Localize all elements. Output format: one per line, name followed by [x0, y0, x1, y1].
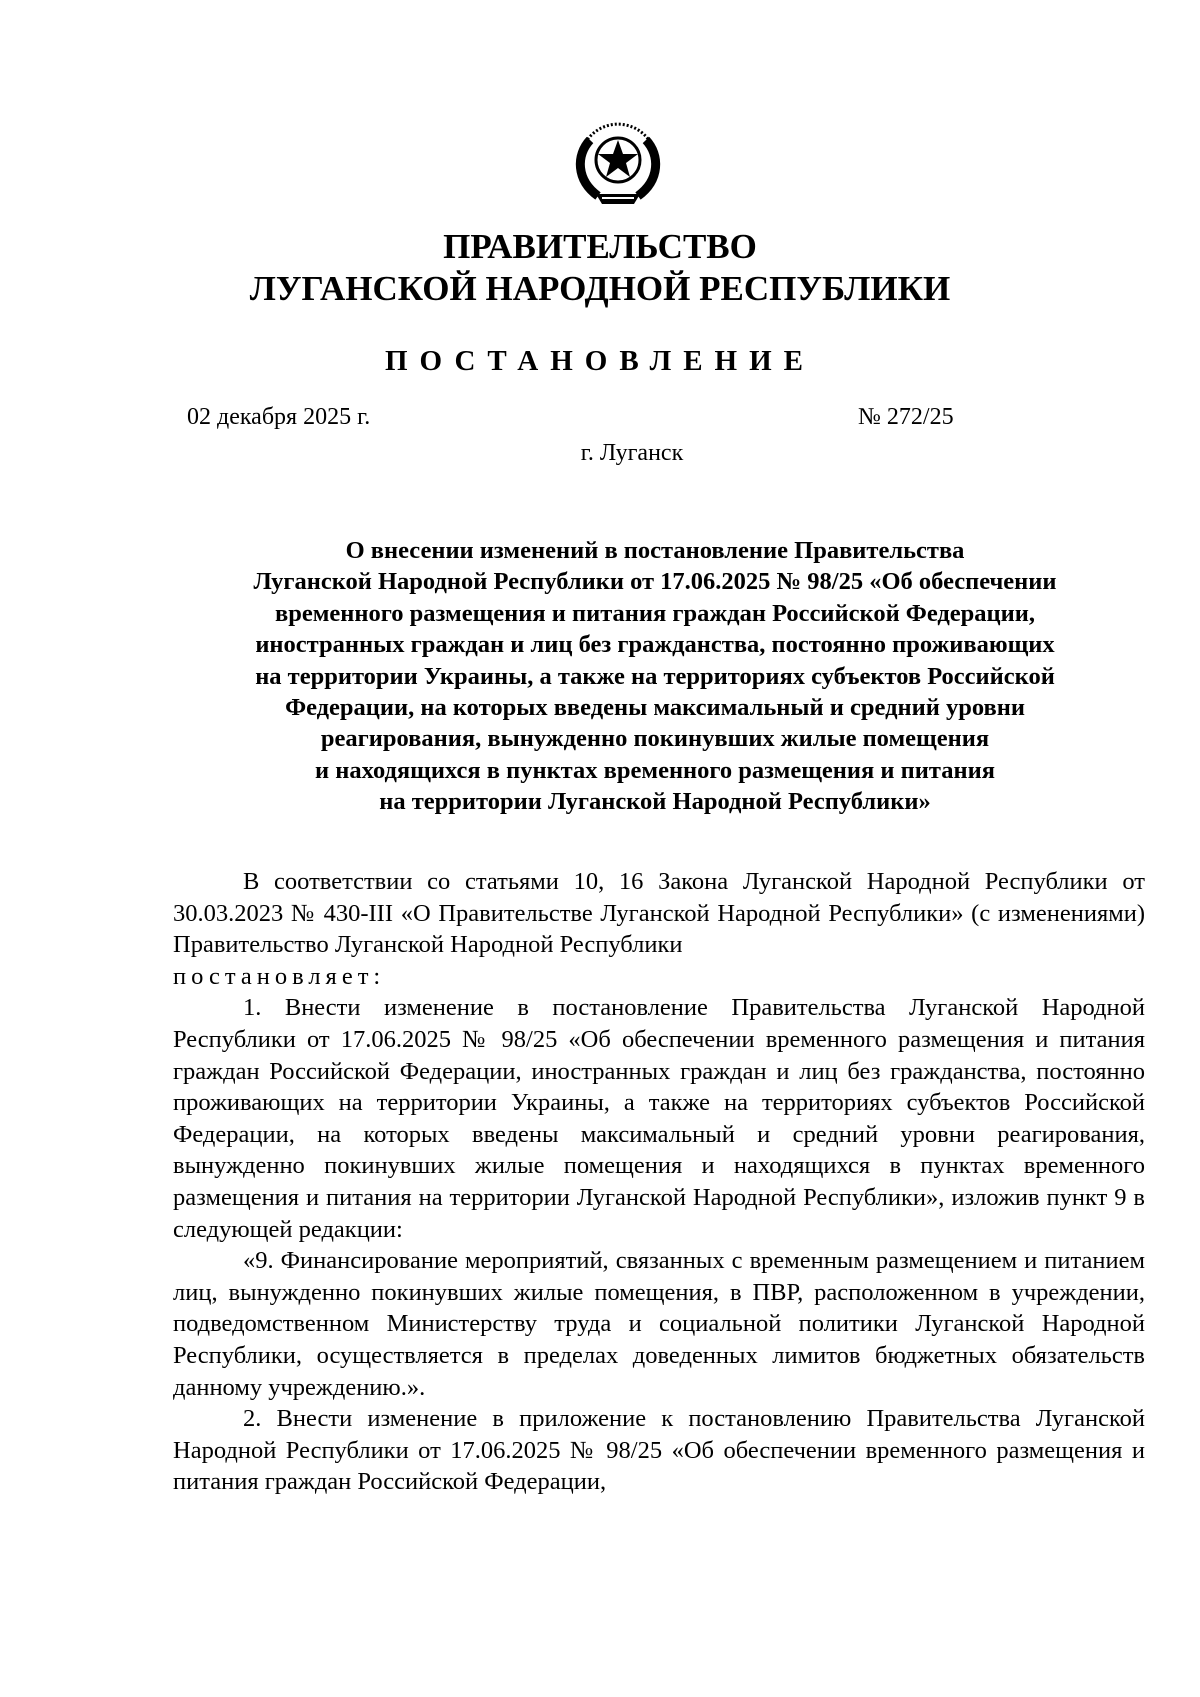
title-line: на территории Луганской Народной Республики» — [379, 788, 931, 816]
clause-9-quote-paragraph: «9. Финансирование мероприятий, связанных с временным размещением и питанием лиц, вынужденно покинувших жилые помещения, в ПВР, расположенном в учреждении, подведомственном Министерству труда и социальной политики Луганской Народной Республики, осуществляется в пределах доведенных лимитов бюджетных обязательств данному учреждению.». — [173, 1247, 1145, 1401]
resolves-word: постановляет: — [173, 962, 386, 990]
clause-2-paragraph: 2. Внести изменение в приложение к постановлению Правительства Луганской Народной Республики от 17.06.2025 № 98/25 «Об обеспечении временного размещения и питания граждан Российской Федерации, — [173, 1405, 1145, 1496]
title-line: временного размещения и питания граждан Российской Федерации, — [274, 599, 1036, 627]
government-title-line2: ЛУГАНСКОЙ НАРОДНОЙ РЕСПУБЛИКИ — [249, 269, 951, 308]
title-line: Федерации, на которых введены максимальный и средний уровни — [285, 694, 1025, 722]
government-header — [0, 226, 1200, 310]
preamble-paragraph: В соответствии со статьями 10, 16 Закона Луганской Народной Республики от 30.03.2023 № 430-III «О Правительстве Луганской Народной Республики» (с изменениями) Правительство Луганской Народной Республики — [173, 868, 1145, 959]
clause-1-paragraph: 1. Внести изменение в постановление Правительства Луганской Народной Республики от 17.06.2025 № 98/25 «Об обеспечении временного размещения и питания граждан Российской Федерации, иностранных граждан и лиц без гражданства, постоянно проживающих на территории Украины, а также на территориях субъектов Российской Федерации, на которых введены максимальный и средний уровни реагирования, вынужденно покинувших жилые помещения и находящихся в пунктах временного размещения и питания на территории Луганской Народной Республики», изложив пункт 9 в следующей редакции: — [173, 994, 1145, 1243]
title-line: на территории Украины, а также на территориях субъектов Российской — [255, 662, 1055, 690]
title-line: и находящихся в пунктах временного размещения и питания — [315, 756, 995, 784]
document-date: 02 декабря 2025 г. — [187, 404, 371, 430]
title-line: реагирования, вынужденно покинувших жилые помещения — [320, 725, 990, 753]
title-line: О внесении изменений в постановление Правительства — [345, 537, 965, 564]
title-line: Луганской Народной Республики от 17.06.2025 № 98/25 «Об обеспечении — [253, 568, 1057, 596]
document-type: ПОСТАНОВЛЕНИЕ — [384, 345, 815, 377]
emblem-icon — [568, 110, 668, 210]
government-title-line1: ПРАВИТЕЛЬСТВО — [443, 227, 757, 266]
document-body — [173, 866, 1145, 1498]
document-city: г. Луганск — [580, 440, 684, 466]
title-line: иностранных граждан и лиц без гражданства, постоянно проживающих — [255, 631, 1055, 659]
document-number: № 272/25 — [858, 404, 954, 430]
document-title — [175, 535, 1135, 818]
